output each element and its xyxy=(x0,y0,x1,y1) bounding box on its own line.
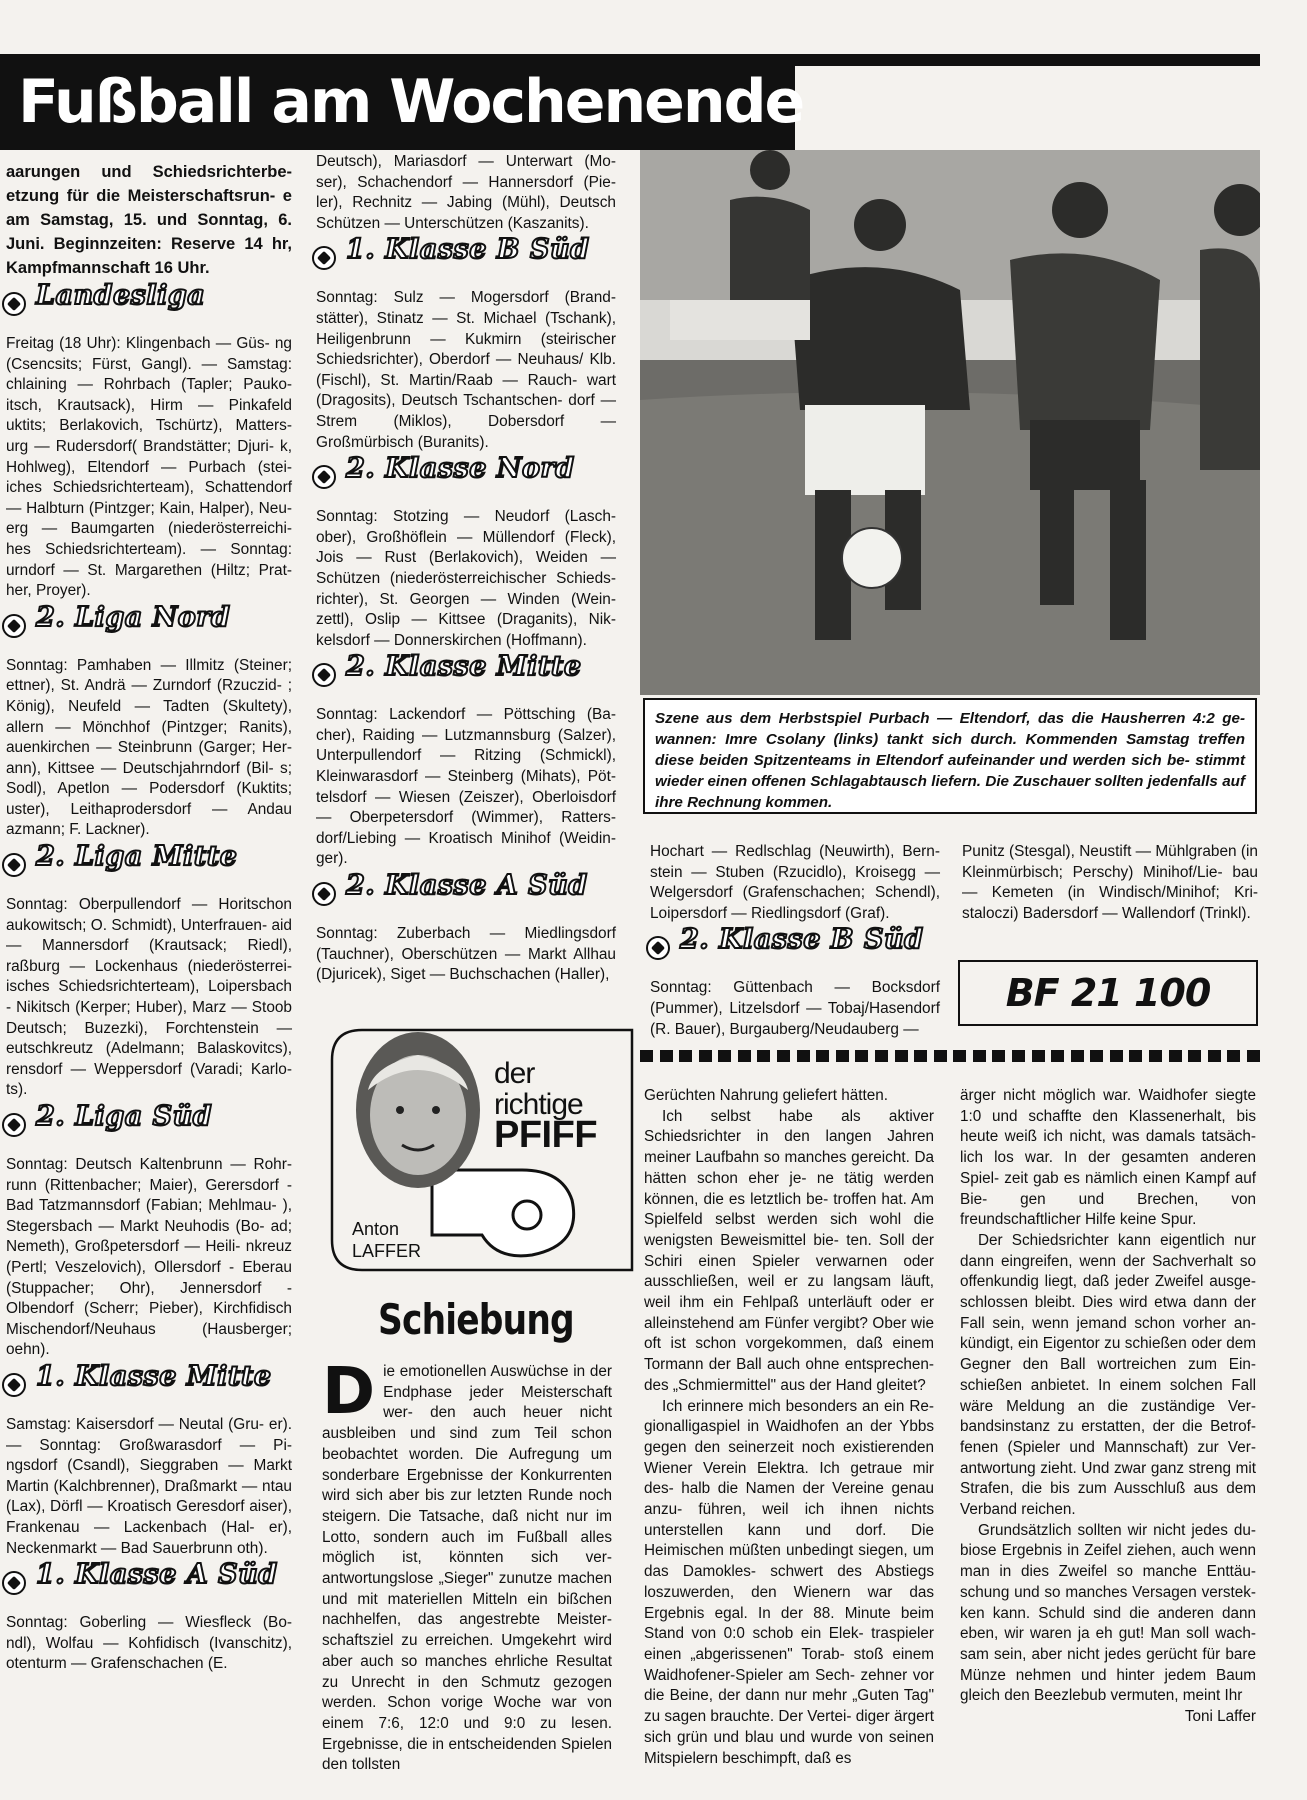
logo-line-der: der xyxy=(494,1057,535,1090)
fixture-text-2-liga-mitte: Sonntag: Oberpullendorf — Horitschon aukowitsch; O. Schmidt), Unterfrauen- aid — Mannersdorf (Krautsack; Riedl), raßburg — Lockenhaus (niederösterrei- isches Schiedsrichterteam), Loipersbach - Nikitsch (Kerper; Huber), Marz — Stoob Deutsch; Buzezki), Forchtenstein — eutschkreutz (Adelmann; Balaskovitcs), rensdorf — Weppersdorf (Varadi; Karlo- ts). xyxy=(6,896,292,1099)
section-header-landesliga xyxy=(2,280,292,326)
fixture-text-2-klasse-nord: Sonntag: Stotzing — Neudorf (Lasch- ober), Großhöflein — Müllendorf (Fleck), Jois — Rust (Berlakovich), Weiden — Schützen (niederösterreichischer Schieds- richter), St. Georgen — Winden (Wein- zettl), Oslip — Kittsee (Draganits), Nik- kelsdorf — Donnerskirchen (Hoffmann). xyxy=(316,508,616,649)
section-header-1-klasse-mitte xyxy=(2,1360,292,1407)
article-paragraph: Grundsätzlich sollten wir nicht jedes du- biose Ergebnis in Zeifel ziehen, auch wenn man in dies Zweifel so manche Enttäu- schung und so manches Versagen verstek- ken kann. Schuld sind die anderen dann eben, wir waren ja eh gut! Man soll wach- sam sein, aber nicht jedes gerücht für bare Münze nehmen und hinter jedem Baum gleich den Beezlebub vermuten, meint Ihr xyxy=(960,1521,1256,1705)
section-title: 1. Klasse Mitte xyxy=(36,1360,272,1392)
logo-line-pfiff: PFIFF xyxy=(494,1114,598,1156)
section-title: Landesliga xyxy=(36,280,206,311)
football-icon xyxy=(312,465,336,489)
column-logo-title xyxy=(494,1057,598,1156)
article-column-3 xyxy=(960,1086,1256,1728)
photo-illustration xyxy=(640,150,1260,695)
match-photo xyxy=(640,150,1260,695)
article-paragraph: Ich erinnere mich besonders an ein Re- gionalligaspiel in Waidhofen an der Ybbs gegen den seinerzeit noch existierenden Wiener Verein Elektra. Ich getraue mir des- halb die Namen der Vereine genau anzu- führen, weil ich ihnen nichts unterstellen kann und dorf. Die Heimischen müßten unbedingt siegen, um das Damokles- schwert des Abstiegs loszuwerden, den Wienern war das Ergebnis egal. In der 88. Minute beim Stand von 0:0 schob ein Elek- traspieler einen „abgerissenen" Torab- stoß einem Waidhofener-Spieler am Sech- zehner vor die Beine, der dann nur mehr „Guten Tag" zu sagen brauchte. Der Vertei- diger ärgert sich grün und blau und wurde von seinen Mitspielern beschimpft, daß es xyxy=(644,1397,934,1767)
drop-cap: D xyxy=(322,1355,376,1429)
fixture-text-continued: Punitz (Stesgal), Neustift — Mühlgraben (in Kleinmürbisch; Perschy) Minihof/Lie- bau — Kemeten (in Windisch/Minihof; Kri- staloczi) Badersdorf — Wallendorf (Trinkl). xyxy=(962,843,1258,922)
intro-text: aarungen und Schiedsrichterbe- etzung für die Meisterschaftsrun- e am Samstag, 15. und Sonntag, 6. Juni. Beginnzeiten: Reserve 14 hr, Kampfmannschaft 16 Uhr. xyxy=(6,163,292,277)
section-title: 2. Klasse B Süd xyxy=(680,924,924,956)
fixture-text-2-klasse-a-sued: Sonntag: Zuberbach — Miedlingsdorf (Tauchner), Oberschützen — Markt Allhau (Djuricek), Siget — Buchschachen (Haller), xyxy=(316,925,616,984)
section-header-1-klasse-b-sued xyxy=(312,234,616,280)
football-icon xyxy=(646,936,670,960)
column-2 xyxy=(316,152,616,986)
section-title: 1. Klasse A Süd xyxy=(36,1559,278,1591)
section-title: 2. Liga Mitte xyxy=(36,841,238,873)
article-signature: Toni Laffer xyxy=(1184,1708,1256,1726)
fixture-text-1-klasse-mitte: Samstag: Kaisersdorf — Neutal (Gru- er). — Sonntag: Großwarasdorf — Pi- ngsdorf (Csandl), Sieggraben — Markt Martin (Kalchbrenner), Draßmarkt — ntau (Lax), Dörfl — Kroatisch Geresdorf aiser), Frankenau — Lackenbach (Hal- er), Neckenmarkt — Bad Sauerbrunn oth). xyxy=(6,1415,292,1557)
section-header-2-klasse-a-sued xyxy=(312,870,616,916)
football-icon xyxy=(312,882,336,906)
bf-code-box: BF 21 100 xyxy=(958,960,1258,1026)
section-title: 2. Klasse Nord xyxy=(346,453,575,485)
logo-line-richtige: richtige xyxy=(494,1088,583,1121)
football-icon xyxy=(2,292,26,316)
column-3-fixtures xyxy=(650,842,940,1040)
football-icon xyxy=(2,1571,26,1595)
fixture-text-continued: Deutsch), Mariasdorf — Unterwart (Mo- ser), Schachendorf — Hannersdorf (Pie- ler), Rechnitz — Jabing (Mühl), Deutsch Schützen — Unterschützen (Kaszanits). xyxy=(316,153,616,232)
section-header-2-liga-mitte xyxy=(2,841,292,887)
author-name xyxy=(352,1218,421,1262)
section-header-2-klasse-mitte xyxy=(312,651,616,697)
fixture-text-continued: Hochart — Redlschlag (Neuwirth), Bern- stein — Stuben (Rzucidlo), Kroisegg — Welgersdorf (Grafenschachen; Schendl), Loipersdorf — Riedlingsdorf (Graf). xyxy=(650,843,940,922)
article-paragraph: Der Schiedsrichter kann eigentlich nur dann eingreifen, wenn der Sachverhalt so offenkundig liegt, daß jeder Zweifel ausge- schlossen bleibt. Dies wird etwa dann der Fall sein, wenn jemand schon vorher an- kündigt, ein Eigentor zu schießen oder dem Gegner den Ball wortreichen zum Ein- schießen anbietet. In einem solchen Fall wäre Meldung an die zuständige Ver- bandsinstanz zu erstatten, der die Betrof- fenen (Spieler und Mannschaft) zur Ver- antwortung zieht. Und zwar ganz streng mit Strafen, die bis zum Ausschluß aus dem Verband reichen. xyxy=(960,1231,1256,1519)
article-paragraph: ärger nicht möglich war. Waidhofer siegte 1:0 und schaffte den Klassenerhalt, bis heute weiß ich nicht, was damals tatsäch- lich los war. In der gesamten anderen Spiel- zeit gab es nämlich einen Kampf auf Bie- gen und Brechen, von freundschaftlicher Hilfe keine Spur. xyxy=(960,1087,1256,1229)
author-first-name: Anton xyxy=(352,1219,400,1239)
fixture-text-landesliga: Freitag (18 Uhr): Klingenbach — Güs- ng (Csencsits; Fürst, Gangl). — Samstag: chlaining — Rohrbach (Tapler; Pauko- itsch, Krautsack), Hirm — Pinkafeld uktits; Berlakovich, Tschürtz), Matters- urg — Rudersdorf( Brandstätter; Djuri- k, Hohlweg), Eltendorf — Purbach (stei- iches Schiedsrichterteam), Schattendorf — Halbturn (Pintzger; Kain, Halper), Neu- erg — Baumgarten (niederösterreichi- hes Schiedsrichterteam). — Sonntag: urndorf — St. Margarethen (Hiltz; Prat- her, Proyer). xyxy=(6,335,292,600)
section-title: 2. Klasse A Süd xyxy=(346,870,588,902)
section-title: 2. Liga Nord xyxy=(36,601,231,633)
fixture-text-2-liga-nord: Sonntag: Pamhaben — Illmitz (Steiner; ettner), St. Andrä — Zurndorf (Rzuczid- ; König), Neufeld — Tadten (Skultety), allern — Mönchhof (Pintzger; Ranits), auenkirchen — Steinbrunn (Garger; Her- ann), Kittsee — Deutschjahrndorf (Bil- s; Sodl), Apetlon — Podersdorf (Kuktits; uster), Leithaprodersdorf — Andau azmann; F. Lackner). xyxy=(6,656,292,839)
section-title: 2. Liga Süd xyxy=(36,1101,213,1132)
article-column-2 xyxy=(644,1086,934,1769)
article-paragraph: Gerüchten Nahrung geliefert hätten. xyxy=(644,1087,889,1104)
article-column-1 xyxy=(322,1355,612,1776)
column-4-fixtures xyxy=(962,842,1258,924)
section-header-2-liga-nord xyxy=(2,601,292,648)
page-title: Fußball am Wochenende xyxy=(18,67,804,137)
dashed-divider xyxy=(640,1050,1260,1062)
section-header-2-klasse-b-sued xyxy=(646,924,940,970)
section-title: 2. Klasse Mitte xyxy=(346,651,582,683)
football-icon xyxy=(2,614,26,638)
section-header-2-liga-sued xyxy=(2,1101,292,1147)
article-title: Schiebung xyxy=(378,1295,574,1344)
column-1 xyxy=(6,160,292,1675)
fixture-text-1-klasse-b-sued: Sonntag: Sulz — Mogersdorf (Brand- stätter), Stinatz — St. Michael (Tschank), Heiligenbrunn — Kukmirn (steirischer Schiedsrichter), Oberdorf — Neuhaus/ Klb. (Fischl), St. Martin/Raab — Rauch- wart (Dragosits), Deutsch Tschantschen- dorf — Strem (Miklos), Dobersdorf — Großmürbisch (Buranits). xyxy=(316,289,616,451)
football-icon xyxy=(2,1113,26,1137)
football-icon xyxy=(2,1373,26,1397)
football-icon xyxy=(2,853,26,877)
fixture-text-2-klasse-mitte: Sonntag: Lackendorf — Pöttsching (Ba- cher), Raiding — Lutzmannsburg (Salzer), Unterpullendorf — Ritzing (Schmickl), Kleinwarasdorf — Steinberg (Mihats), Pöt- telsdorf — Wiesen (Zeiszer), Oberloisdorf — Oberpetersdorf (Wimmer), Ratters- dorf/Liebing — Kroatisch Minihof (Weidin- ger). xyxy=(316,706,616,868)
section-title: 1. Klasse B Süd xyxy=(346,234,590,266)
author-last-name: LAFFER xyxy=(352,1241,422,1261)
article-paragraph: ie emotionellen Auswüchse in der Endphase jeder Meisterschaft wer- den auch heuer nicht ausbleiben und sind zum Teil schon beobachtet worden. Die Aufregung um sonderbare Ergebnisse der Konkurrenten wird sich aber bis zur letzten Runde noch steigern. Die Tatsache, daß nicht nur im Lotto, sondern auch im Fußball alles möglich ist, könnten sich ver- antwortungslose „Sieger" zunutze machen und mit materiellen Mitteln ein bißchen nachhelfen, das angestrebte Meister- schaftsziel zu erreichen. Umgekehrt wird aber auch so manches ehrliche Resultat zu Unrecht in den Schmutz gezogen werden. Schon vorige Woche war von einem 7:6, 12:0 und 9:0 zu lesen. Ergebnisse, die in entscheidenden Spielen den tollsten xyxy=(322,1363,612,1774)
article-paragraph: Ich selbst habe als aktiver Schiedsrichter in den langen Jahren meiner Laufbahn so manches gereicht. Da hätten schon eher je- ne tätig werden können, die es letztlich be- troffen hat. Am Spielfeld selbst werden sich wohl die wenigsten Beweismittel bie- ten. Soll der Schiri einen Spieler verwarnen oder ausschließen, weil er zu langsam läuft, weil ihm ein Fehlpaß unterläuft oder er alleinstehend am Fünfer vergibt? Ober wie oft ist schon vorgekommen, daß einem Tormann der Ball auch ohne entsprechen- des „Schmiermittel" aus der Hand gleitet? xyxy=(644,1107,934,1394)
section-header-2-klasse-nord xyxy=(312,453,616,499)
football-icon xyxy=(312,246,336,270)
column-logo-box xyxy=(322,1020,642,1276)
photo-caption: Szene aus dem Herbstspiel Purbach — Eltendorf, das die Hausherren 4:2 ge- wannen: Imre Csolany (links) tankt sich durch. Kommenden Samstag treffen diese beiden Spitzenteams in Eltendorf aufeinander und werden sich be- stimmt wieder einen offenen Schlagabtausch liefern. Die Zuschauer sollten jedenfalls auf ihre Rechnung kommen. xyxy=(643,698,1257,814)
football-icon xyxy=(312,663,336,687)
fixture-text-2-klasse-b-sued: Sonntag: Güttenbach — Bocksdorf (Pummer), Litzelsdorf — Tobaj/Hasendorf (R. Bauer), Burgauberg/Neudauberg — xyxy=(650,979,940,1038)
fixture-text-1-klasse-a-sued: Sonntag: Goberling — Wiesfleck (Bo- ndl), Wolfau — Kohfidisch (Ivanschitz), otenturm — Grafenschachen (E. xyxy=(6,1614,292,1673)
section-header-1-klasse-a-sued xyxy=(2,1559,292,1605)
fixture-text-2-liga-sued: Sonntag: Deutsch Kaltenbrunn — Rohr- runn (Rittenbacher; Maier), Gerersdorf - Bad Tatzmannsdorf (Fabian; Mehlmau- ), Stegersbach — Markt Neuhodis (Bo- ad; Nemeth), Großpetersdorf — Heili- nkreuz (Pertl; Veszelovich), Ollersdorf - Eberau (Stuppacher; Ohr), Jennersdorf - Olbendorf (Scherr; Pieber), Kirchfidisch Mischendorf/Neuhaus (Hausberger; oehn). xyxy=(6,1156,292,1359)
